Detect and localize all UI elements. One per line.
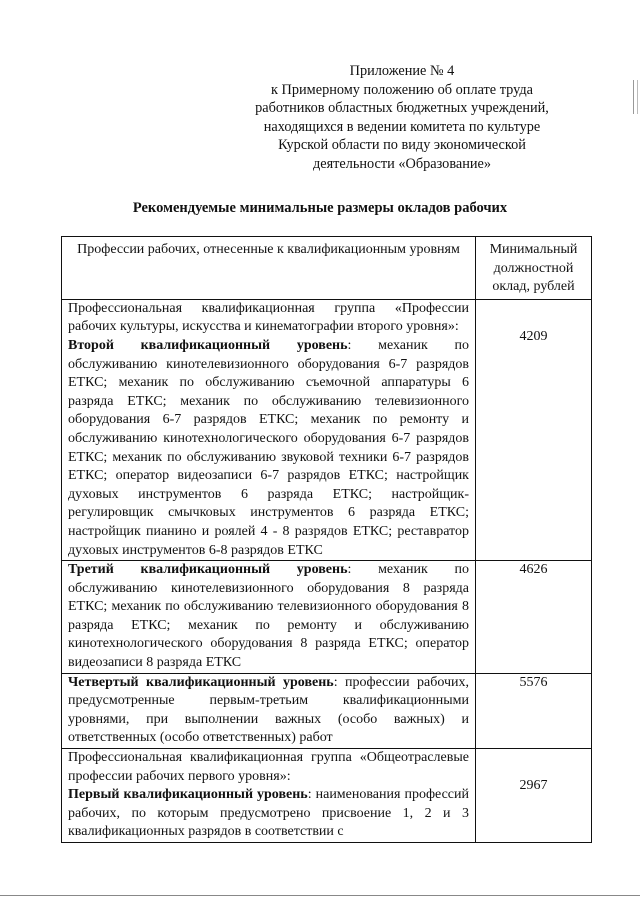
salary-value: 4626 — [476, 561, 592, 674]
salary-spacer — [482, 300, 585, 328]
appendix-line: к Примерному положению об оплате труда — [271, 81, 533, 98]
level-description: : профессии рабочих, предусмотренные первым-третьим квалификационными уровнями, при выполнении важных (особо важных) и ответственных (особо ответственных) работ — [68, 674, 469, 746]
appendix-line: Курской области по виду экономической — [278, 137, 526, 154]
level-name: Первый квалификационный уровень — [68, 787, 308, 803]
level-description: : наименования профессий рабочих, по которым предусмотрено присвоение 1, 2 и 3 квалификационных разрядов в соответствии с — [68, 787, 469, 840]
appendix-line: работников областных бюджетных учреждений, — [255, 100, 549, 117]
level-description: : механик по обслуживанию кинотелевизионного оборудования 6-7 разрядов ЕТКС; механик по обслуживанию съемочной аппаратуры 6 разряда ЕТКС; механик по обслуживанию телевизионного оборудования 6-7 разрядов ЕТКС; механик по ремонту и обслуживанию кинотехнологического оборудования 6-7 разрядов ЕТКС; механик по обслуживанию звуковой техники 6-7 разрядов ЕТКС; оператор видеозаписи 6-7 разрядов ЕТКС; настройщик духовых инструментов 6 разряда ЕТКС; настройщик-регулировщик смычковых инструментов 6 разряда ЕТКС; настройщик пианино и роялей 4 - 8 разрядов ЕТКС; реставратор духовых инструментов 6-8 разрядов ЕТКС — [68, 337, 469, 558]
level-description: : механик по обслуживанию кинотелевизионного оборудования 8 разряда ЕТКС; механик по обслуживанию телевизионного оборудования 8 разряда ЕТКС; механик по ремонту и обслуживанию кинотехнологического оборудования 8 разряда ЕТКС; оператор видеозаписи 8 разряда ЕТКС — [68, 562, 469, 671]
salary-value: 4209 — [519, 328, 548, 344]
page-bottom-rule — [0, 895, 640, 896]
salary-cell — [476, 749, 592, 843]
scan-edge-mark — [633, 80, 638, 114]
salary-cell — [476, 299, 592, 560]
level-cell — [62, 749, 476, 843]
level-name: Третий квалификационный уровень — [68, 562, 348, 578]
table-row — [62, 673, 592, 748]
document-title: Рекомендуемые минимальные размеры окладов рабочих — [132, 200, 508, 216]
level-cell — [62, 299, 476, 560]
table-row — [62, 561, 592, 674]
level-cell — [62, 673, 476, 748]
group-title: Профессиональная квалификационная группа «Общеотраслевые профессии рабочих первого уровня»: — [68, 750, 469, 784]
table-row — [62, 299, 592, 560]
level-name: Четвертый квалификационный уровень — [68, 674, 334, 690]
salary-value: 5576 — [476, 673, 592, 748]
salary-table — [61, 236, 592, 843]
appendix-line: Приложение № 4 — [349, 63, 455, 79]
appendix-block — [232, 62, 572, 174]
appendix-line: находящихся в ведении комитета по культуре — [263, 118, 541, 135]
table-header-row — [62, 237, 592, 300]
group-title: Профессиональная квалификационная группа «Профессии рабочих культуры, искусства и кинематографии второго уровня»: — [68, 300, 469, 335]
appendix-line: деятельности «Образование» — [312, 155, 492, 172]
header-professions: Профессии рабочих, отнесенные к квалификационным уровням — [62, 237, 476, 300]
salary-spacer — [482, 749, 585, 777]
salary-value: 2967 — [519, 778, 548, 794]
level-cell — [62, 561, 476, 674]
table-row — [62, 749, 592, 843]
header-salary: Минимальный должностной оклад, рублей — [476, 237, 592, 300]
level-name: Второй квалификационный уровень — [68, 337, 348, 353]
